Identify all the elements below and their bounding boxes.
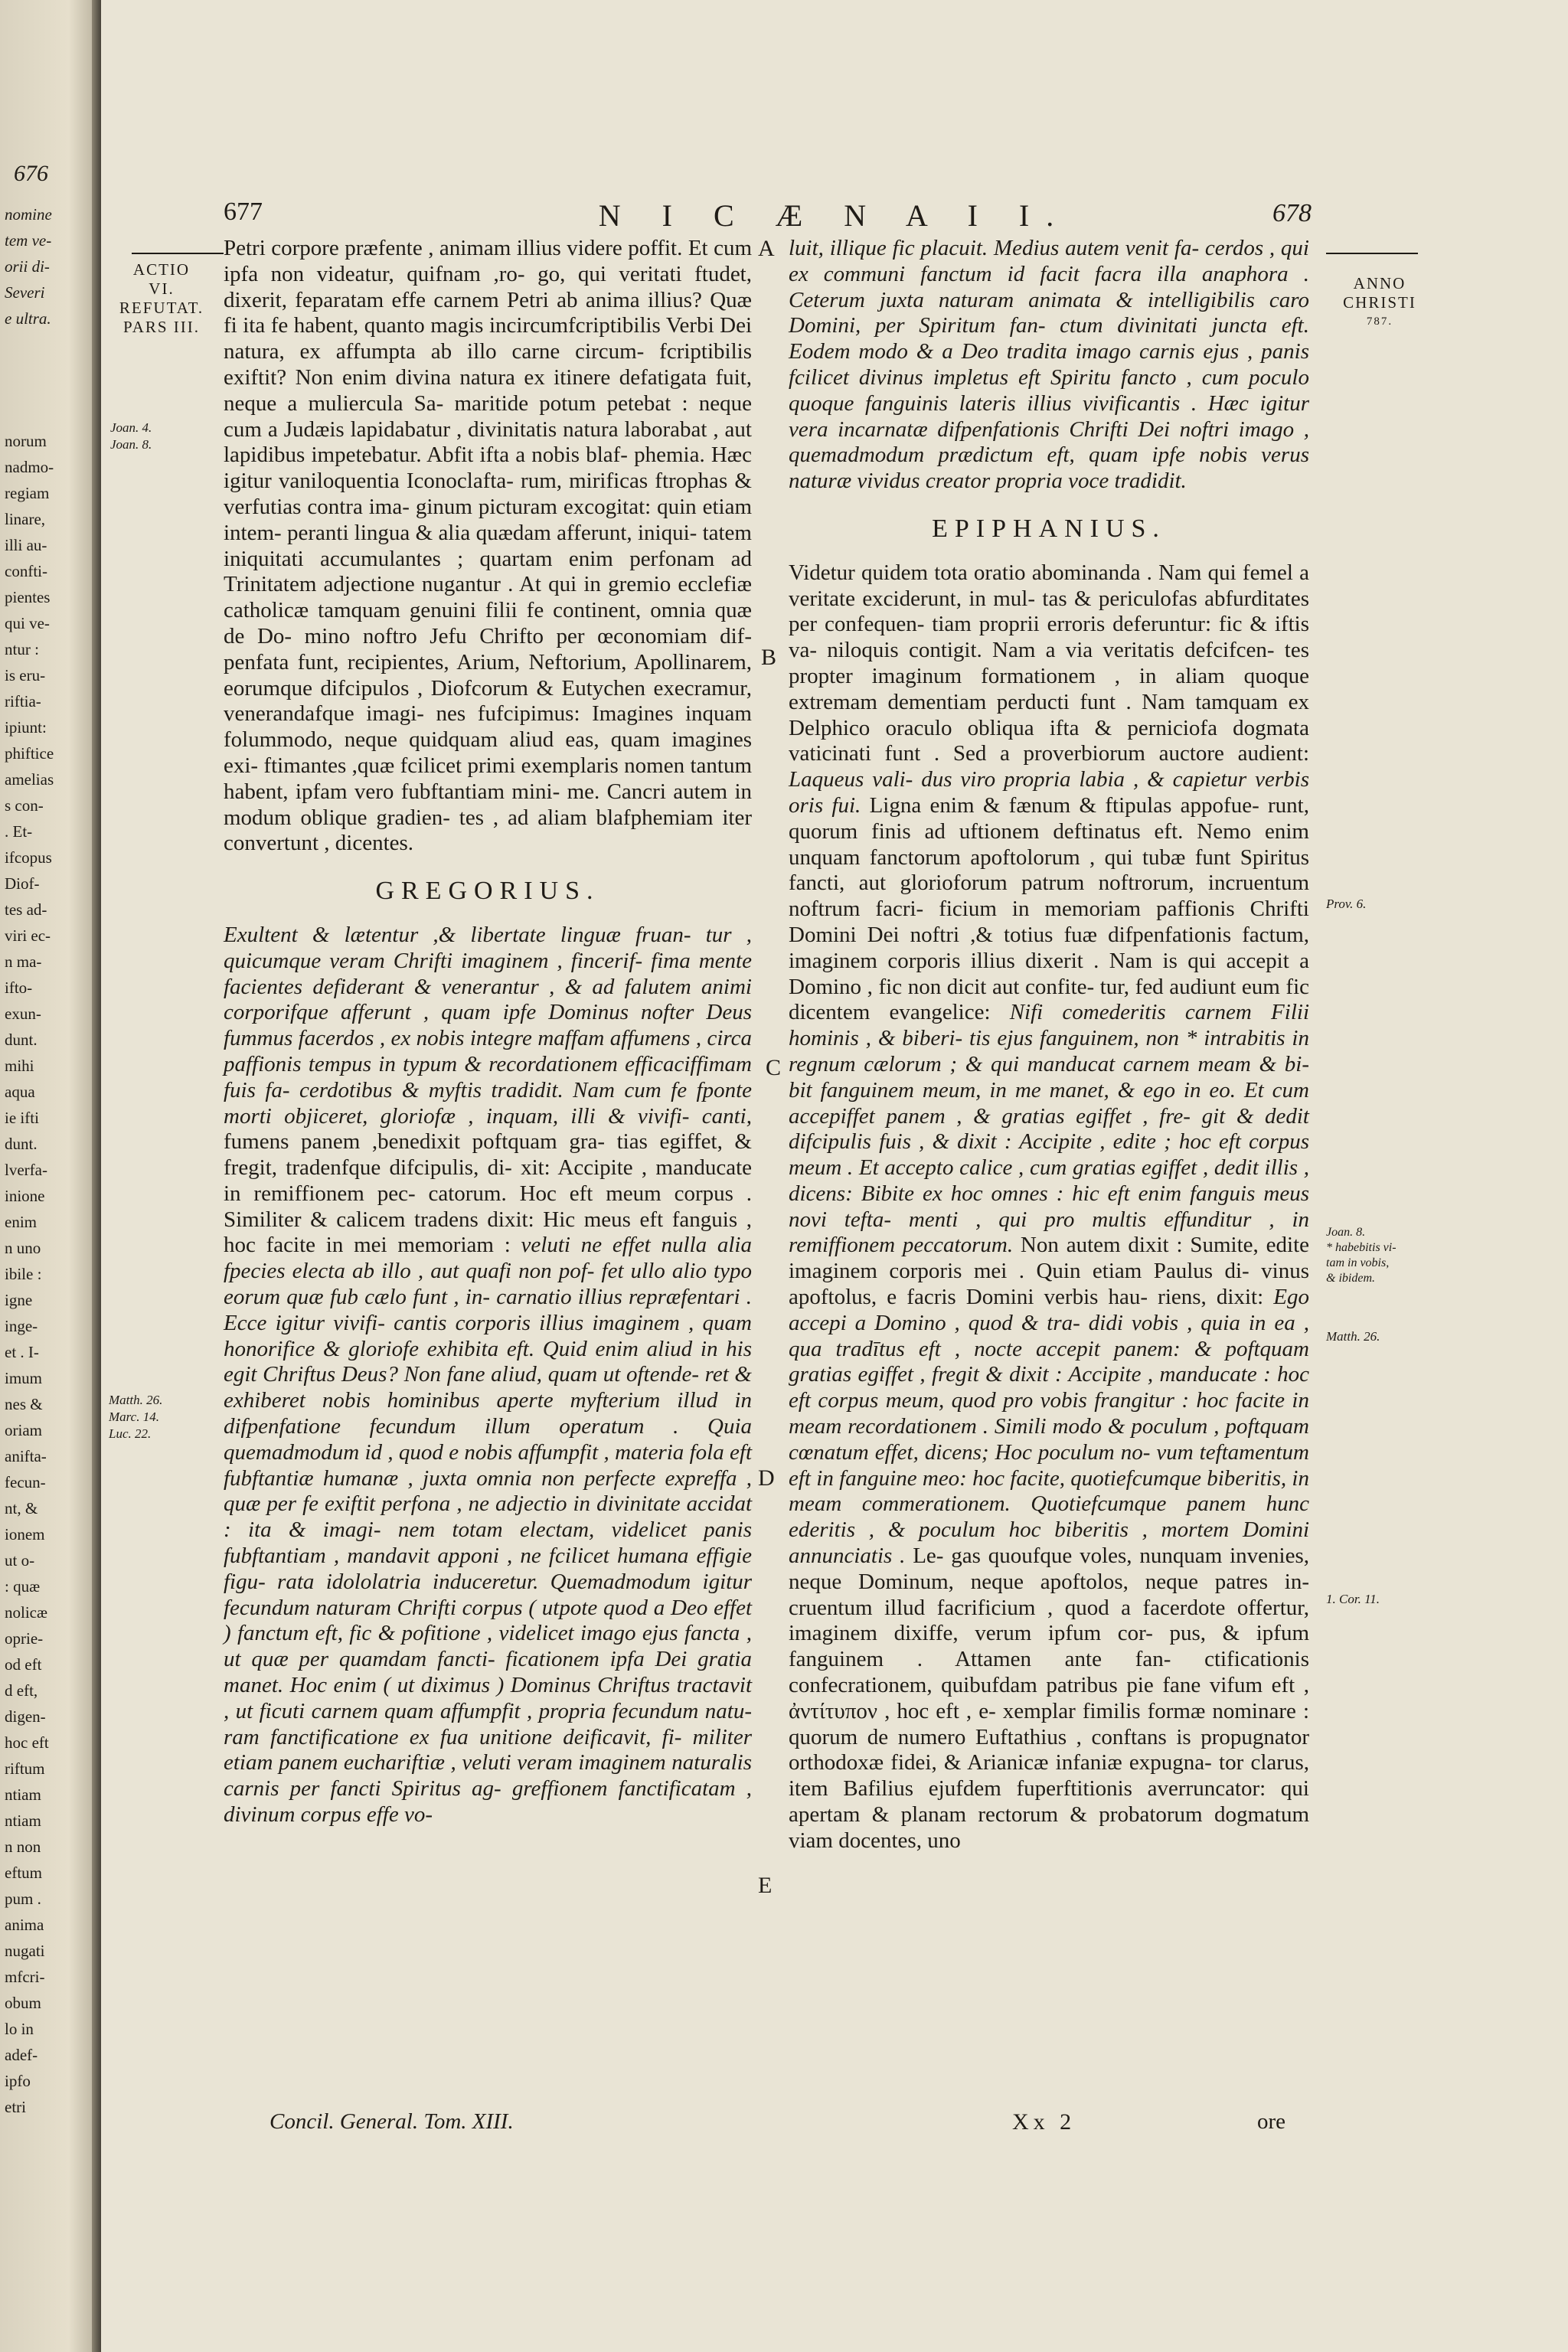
previous-page-fragment: n ma- (5, 952, 42, 971)
section-marker-a: A (758, 236, 775, 261)
previous-page-fragment: oprie- (5, 1629, 44, 1648)
right-paragraph-2-b: Ligna enim & fænum & ftipulas appofue- runt, quorum finis ad uftionem deftinatus eft. Nemo enim unquam fanctorum apoftolorum , qui tubæ funt Spiritus fancti, aut glorioforum patrum noftrorum, incruentum noftrum facri- ficium in memoriam paffionis Chrifti Domini Dei noftri ,& totius fuæ difpenfationis factum, imaginem corporis illius dixerit . Nam is qui accepit a Domino , fic non dicit aut confite- tur, fed audiunt eum fic dicentem evangelice: (789, 792, 1309, 1025)
previous-page-fragment: nt, & (5, 1499, 38, 1517)
right-header-rule (1326, 253, 1418, 254)
right-paragraph-1: luit, illique fic placuit. Medius autem venit fa- cerdos , qui ex communi fanctum id facit facra illa anaphora . Ceterum juxta naturam animata & intelligibilis caro Domini, per Spiritum fan- ctum divinitati juncta eft. Eodem modo & a Deo tradita imago carnis ejus , panis fcilicet divinus impletus eft Spiritu fancto , cum poculo quoque fanguinis lateris illius vivificantis . Hæc igitur vera incarnatæ difpenfationis Chrifti Dei noftri imago , quemadmodum prædictum eft, quam ipfe nobis verus naturæ vividus creator propria voce tradidit. (789, 236, 1309, 494)
previous-page-fragment: dunt. (5, 1135, 38, 1153)
previous-page-fragment: inione (5, 1187, 45, 1205)
margin-line: ANNO (1353, 274, 1406, 292)
previous-page-fragment: Diof- (5, 874, 40, 893)
margin-line: VI. (149, 279, 175, 298)
margin-line: ACTIO (132, 260, 191, 279)
previous-page-fragment: orii di- (5, 257, 50, 276)
previous-page-fragment: adef- (5, 2046, 38, 2064)
previous-page-fragment: oriam (5, 1421, 42, 1439)
previous-page-fragment: pum . (5, 1890, 41, 1908)
left-paragraph-2 (224, 923, 752, 1828)
previous-page-fragment: ie ifti (5, 1109, 39, 1127)
previous-page-fragment: ibile : (5, 1265, 42, 1283)
left-header-rule (132, 253, 224, 254)
margin-label-actio (112, 260, 211, 337)
previous-page-fragment: nes & (5, 1395, 43, 1413)
previous-page-fragment: etri (5, 2098, 26, 2116)
right-paragraph-2-quote-cor: Ego accepi a Domino , quod & tra- didi vobis , quia in ea , qua tradītus eft , nocte accepit panem: & poftquam gratias egiffet , fregit & dixit : Accipite , manducate : hoc eft corpus meum, quod pro vobis frangitur : hoc facite in meam recordationem . Simili modo & poculum , poftquam cœnatum effet, dicens; Hoc poculum no- vum teftamentum eft in fanguine meo: hoc facite, quotiefcumque biberitis, in meam commerationem. Quotiefcumque panem hunc ederitis , & poculum hoc biberitis , mortem Domini annunciatis . (789, 1285, 1309, 1569)
previous-page-number: 676 (14, 161, 48, 186)
margin-note-joan8 (1326, 1225, 1396, 1286)
previous-page-fragment: ntur : (5, 640, 39, 658)
previous-page-fragment: . Et- (5, 822, 33, 841)
right-paragraph-2 (789, 560, 1309, 1854)
right-paragraph-2-quote-prov: Laqueus vali- dus viro propria labia , & capietur verbis oris fui. (789, 767, 1309, 818)
previous-page-fragment: et . I- (5, 1343, 39, 1361)
previous-page-fragment: e ultra. (5, 309, 51, 328)
previous-page-fragment: amelias (5, 770, 54, 789)
note-line: * habebitis vi- (1326, 1241, 1396, 1254)
previous-page-fragment: lo in (5, 2020, 34, 2038)
previous-page-fragment: ipfo (5, 2072, 31, 2090)
previous-page-fragment: hoc eft (5, 1733, 49, 1752)
previous-page-fragment: mihi (5, 1057, 34, 1075)
section-marker-d: D (758, 1465, 775, 1491)
left-paragraph-2-roman: fumens panem ,benedixit poftquam gra- tias egiffet, & fregit, tradenfque difcipulis, di- xit: Accipite , manducate in remiffionem pec- catorum. Hoc eft meum corpus . Similiter & calicem tradens dixit: Hic meus eft fanguis , hoc facite in mei memoriam : (224, 1129, 752, 1258)
heading-epiphanius: EPIPHANIUS. (932, 514, 1166, 543)
note-line: Luc. 22. (109, 1426, 152, 1441)
previous-page-fragment: riftum (5, 1759, 45, 1778)
margin-note-matth (109, 1392, 162, 1442)
left-page-number: 677 (224, 198, 263, 226)
previous-page-fragment: is eru- (5, 666, 46, 684)
right-page-number: 678 (1272, 199, 1312, 227)
previous-page-fragment: n non (5, 1838, 41, 1856)
margin-note-prov: Prov. 6. (1326, 897, 1367, 911)
previous-page-fragment: eftum (5, 1864, 42, 1882)
previous-page-fragment: nomine (5, 205, 52, 224)
section-marker-c: C (766, 1055, 782, 1080)
margin-line: REFUTAT. (119, 299, 204, 317)
right-column (789, 236, 1309, 1854)
previous-page-fragment: nolicæ (5, 1603, 47, 1622)
previous-page-fragment: digen- (5, 1707, 46, 1726)
previous-page-fragment: imum (5, 1369, 43, 1387)
previous-page-fragment: riftia- (5, 692, 41, 710)
right-paragraph-2-d: Le- gas quoufque voles, nunquam invenies, neque Dominum, neque apoftolos, neque patres in- cruentum illud facrificium , quod a facerdote offertur, imaginem dixiffe, verum ipfum cor- pus, & ipfum fanguinem . Attamen ante fan- ctificationis confecrationem, quibufdam patribus pie fane vifum eft , ἀντίτυπον , hoc eft , e- xemplar fimilis formæ nominare : quorum de numero Euftathius , conftans is propugnator orthodoxæ fidei, & Arianicæ infaniæ expugna- tor clarus, item Bafilius ejufdem fuperftitionis averruncator: qui apertam & planam rectorum & probatorum dogmatum viam docentes, uno (789, 1544, 1309, 1853)
previous-page-fragment: ifcopus (5, 848, 52, 867)
footer-catchword: ore (1257, 2109, 1286, 2134)
previous-page-fragment: norum (5, 432, 47, 450)
previous-page-fragment: enim (5, 1213, 37, 1231)
previous-page-fragment: dunt. (5, 1031, 38, 1049)
previous-page-fragment: mfcri- (5, 1968, 45, 1986)
previous-page-fragment: phiftice (5, 744, 54, 763)
previous-page-fragment: igne (5, 1291, 33, 1309)
margin-label-anno (1326, 274, 1433, 332)
previous-page-fragment: anima (5, 1916, 44, 1934)
margin-note-matth26: Matth. 26. (1326, 1329, 1380, 1344)
left-column (224, 236, 752, 1828)
previous-page-fragment: d eft, (5, 1681, 38, 1700)
right-paragraph-2-a: Videtur quidem tota oratio abominanda . Nam qui femel a veritate exciderunt, in mul- tas & periculofas abfurditates per confequen- tiam proprii erroris deferuntur: fic & iftis va- niloquis contigit. Nam a via veritatis defcifcen- tes propter imaginum formationem , in aliam quoque extremam dementiam perducti funt . Nam tamquam ex Delphico oraculo obliqua ifta & perniciofa dogmata vaticinati funt . Sed a proverbiorum auctore audient: (789, 560, 1309, 766)
footer-volume: Concil. General. Tom. XIII. (270, 2109, 514, 2134)
margin-note-joan (110, 420, 152, 453)
previous-page-fragment: ut o- (5, 1551, 35, 1570)
previous-page-fragment: lverfa- (5, 1161, 47, 1179)
margin-line: CHRISTI (1343, 293, 1416, 312)
left-paragraph-1: Petri corpore præfente , animam illius videre poffit. Et cum ipfa non videatur, quifnam ,ro- go, qui veritati ftudet, dixerit, feparatam effe carnem Petri ab anima illius? Quæ fi ita fe habent, quanto magis incircumfcriptibilis Verbi Dei natura, ex affumpta ab illo carne circum- fcriptibilis exiftit? Non enim divina natura ex itinere defatigata fuit, neque a muliercula Sa- maritide potum petebat : neque cum a Judæis lapidabatur , divinitatis natura laborabat , aut lapidibus impetebatur. Abfit ifta a nobis blaf- phemia. Hæc igitur vaniloquentia Iconoclafta- rum, mirificas ftrophas & verfutias contra ima- ginum picturam excogitat: quin etiam intem- peranti lingua & alia quædam afferunt, iniqui- tatem iniquitati accumulantes ; quartam enim perfonam ad Trinitatem adjectione nugantur . At qui in gremio ecclefiæ catholicæ tamquam genuini filii fe continent, omnia quæ de Do- mino noftro Jefu Chrifto per œconomiam dif- penfata funt, recipientes, Arium, Neftorium, Apollinarem, eorumque difcipulos , Diofcorum & Eutychen execramur, venerandafque imagi- nes fufcipimus: Imagines inquam folummodo, neque quidquam aliud eas, quam imagines exi- ftimantes ,quæ fcilicet primi exemplaris nomen tantum habent, ipfam vero fubftantiam mini- me. Cancri autem in modum oblique gradien- tes , ad aliam blafphemiam iter convertunt , dicentes. (224, 236, 752, 856)
footer-signature: Xx 2 (1012, 2109, 1076, 2135)
previous-page-fragment: obum (5, 1994, 41, 2012)
previous-page-fragment: s con- (5, 796, 44, 815)
page-header (101, 198, 1568, 234)
previous-page-fragment: ionem (5, 1525, 45, 1544)
previous-page-fragment: : quæ (5, 1577, 41, 1596)
previous-page-fragment: inge- (5, 1317, 38, 1335)
margin-line: PARS III. (122, 318, 201, 336)
previous-page-fragment: viri ec- (5, 926, 51, 945)
previous-page-fragment: ntiam (5, 1785, 41, 1804)
right-paragraph-2-quote-joan: Nifi comederitis carnem Filii hominis , & biberi- tis ejus fanguinem, non * intrabitis in regnum cælorum ; & qui manducat carnem meam & bi- bit fanguinem meum, in me manet, & ego in eo. Et cum accepiffet panem , & gratias egiffet , fre- git & dedit difcipulis fuis , & dixit : Accipite , edite ; hoc eft corpus meum . Et accepto calice , cum gratias egiffet , dedit illis , dicens: Bibite ex hoc omnes : hic eft enim fanguis meus novi tefta- menti , qui pro multis effunditur , in remiffionem peccatorum. (789, 1000, 1309, 1258)
previous-page-fragment: tes ad- (5, 900, 47, 919)
previous-page-edge (0, 0, 98, 2352)
previous-page-fragment: illi au- (5, 536, 47, 554)
note-line: & ibidem. (1326, 1272, 1375, 1285)
note-line: tam in vobis, (1326, 1256, 1390, 1269)
previous-page-fragment: nadmo- (5, 458, 54, 476)
previous-page-fragment: regiam (5, 484, 50, 502)
running-title: N I C Æ N A I I. (598, 198, 1071, 233)
note-line: Marc. 14. (109, 1410, 159, 1424)
heading-gregorius: GREGORIUS. (375, 877, 600, 906)
previous-page-fragment: tem ve- (5, 231, 52, 250)
previous-page-fragment: ifto- (5, 978, 33, 997)
previous-page-fragment: ntiam (5, 1811, 41, 1830)
note-line: Matth. 26. (109, 1393, 163, 1407)
section-marker-e: E (758, 1873, 773, 1898)
right-paragraph-2-c: Non autem dixit : Sumite, edite imaginem corporis mei . Quin etiam Paulus di- vinus apoftolus, e facris Domini verbis hau- riens, dixit: (789, 1233, 1310, 1310)
previous-page-fragment: aqua (5, 1083, 35, 1101)
previous-page-fragment: anifta- (5, 1447, 47, 1465)
previous-page-fragment: od eft (5, 1655, 42, 1674)
previous-page-fragment: qui ve- (5, 614, 50, 632)
section-marker-b: B (761, 645, 777, 670)
note-line: Joan. 8. (110, 437, 152, 452)
left-paragraph-2-italic: Exultent & lætentur ,& libertate linguæ fruan- tur , quicumque veram Chrifti imaginem , fincerif- fima mente facientes defiderant & venerantur , & ad falutem animi corporifque afferunt , quam ipfe Dominus nofter Deus fummus facerdos , ex nobis integre maffam affumens , circa paffionis tempus in typum & recordationem efficaciffimam fuis fa- cerdotibus & myftis tradidit. Nam cum fe fponte morti objiceret, gloriofæ , inquam, illi & vivifi- canti, (224, 922, 752, 1129)
left-paragraph-2-italic-end: veluti ne effet nulla alia fpecies electa ab illo , aut quafi non pof- fet ullo alio typo eorum quæ fub cælo funt , in- carnatio illius repræfentari . Ecce igitur vivifi- cantis corporis illius imaginem , quam honorifice & gloriofe exhibita eft. Quid enim aliud in his egit Chriftus Deus? Non fane aliud, quam ut oftende- ret & exhiberet nobis hominibus aperte myfterium illud in difpenfatione fecundum illum operatum . Quia quemadmodum id , quod e nobis affumpfit , materia fola eft fubftantiæ humanæ , juxta omnia non perfecte expreffa , quæ per fe exiftit perfona , ne adjectio in divinitate accidat : ita & imagi- nem totam electam, videlicet panis fubftantiam , mandavit apponi , ne fcilicet humana effigie figu- rata idololatria induceretur. Quemadmodum igitur fecundum naturam Chrifti corpus ( utpote quod a Deo effet ) fanctum eft, fic & pofitione , videlicet imago ejus fancta , ut quæ per quamdam fancti- ficationem ipfa Dei gratia manet. Hoc enim ( ut diximus ) Dominus Chriftus tractavit , ut ficuti carnem quam affumpfit , propria fecundum natu- ram fanctificatione ex fua unitione deificavit, fi- militer etiam panem euchariftiæ , veluti veram imaginem naturalis carnis per fancti Spiritus ag- greffionem fanctificatam , divinum corpus effe vo- (224, 1233, 752, 1828)
margin-line: 787. (1366, 315, 1393, 328)
note-line: Joan. 8. (1326, 1226, 1366, 1239)
previous-page-fragment: fecun- (5, 1473, 46, 1491)
previous-page-fragment: ipiunt: (5, 718, 47, 737)
previous-page-fragment: confti- (5, 562, 47, 580)
previous-page-fragment: n uno (5, 1239, 41, 1257)
note-line: Joan. 4. (110, 420, 152, 435)
previous-page-fragment: pientes (5, 588, 51, 606)
previous-page-fragment: linare, (5, 510, 46, 528)
previous-page-fragment: nugati (5, 1942, 45, 1960)
previous-page-fragment: exun- (5, 1004, 41, 1023)
previous-page-fragment: Severi (5, 283, 45, 302)
book-page (101, 0, 1568, 2352)
margin-note-cor: 1. Cor. 11. (1326, 1592, 1380, 1606)
